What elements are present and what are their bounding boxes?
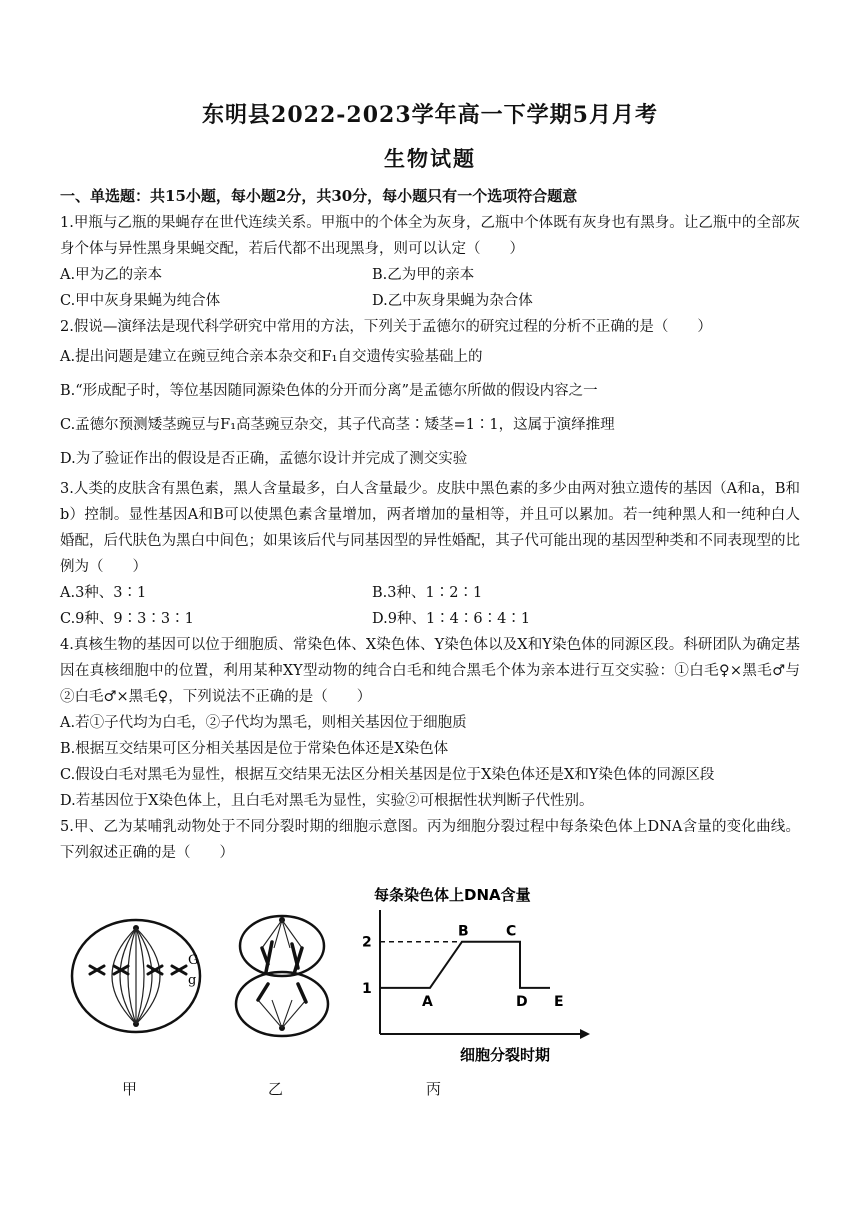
- caption-bing: 丙: [426, 1080, 442, 1098]
- caption-yi: 乙: [268, 1080, 284, 1098]
- option-row: [60, 606, 800, 632]
- option-a: A.提出问题是建立在豌豆纯合亲本杂交和F₁自交遗传实验基础上的: [60, 349, 483, 365]
- question-stem: 1.甲瓶与乙瓶的果蝇存在世代连续关系。甲瓶中的个体全为灰身，乙瓶中个体既有灰身也有黑身。让乙瓶中的全部灰身个体与异性黑身果蝇交配，若后代都不出现黑身，则可以认定（ ）: [60, 215, 800, 257]
- chromosomes: [90, 966, 186, 974]
- question-stem: 4.真核生物的基因可以位于细胞质、常染色体、X染色体、Y染色体以及X和Y染色体的同源区段。科研团队为确定基因在真核细胞中的位置，利用某种XY型动物的纯合白毛和纯合黑毛个体为亲本进行互交实验：①白毛♀×黑毛♂与 ②白毛♂×黑毛♀，下列说法不正确的是（ ）: [60, 637, 815, 705]
- option-row: [60, 262, 800, 288]
- option-c: C.甲中灰身果蝇为纯合体: [60, 293, 221, 309]
- chart-ylabel: 每条染色体上DNA含量: [374, 886, 531, 904]
- page-title: 东明县2022-2023学年高一下学期5月月考: [202, 102, 658, 128]
- cell-diagram-yi: [228, 912, 338, 1042]
- option-row: [60, 580, 800, 606]
- point-label-c: C: [506, 923, 517, 940]
- dna-content-chart: [350, 874, 610, 1064]
- option-a: A.甲为乙的亲本: [60, 267, 163, 283]
- option-a: A.3种、3∶1: [60, 585, 147, 601]
- option-row: [60, 288, 800, 314]
- option-d: D.乙中灰身果蝇为杂合体: [372, 293, 533, 309]
- point-label-d: D: [516, 993, 528, 1010]
- data-line: [380, 942, 550, 988]
- option-d: D.为了验证作出的假设是否正确，孟德尔设计并完成了测交实验: [60, 451, 468, 467]
- option-b: B.乙为甲的亲本: [372, 267, 475, 283]
- figure-area: [60, 874, 800, 1099]
- option-a: A.若①子代均为白毛，②子代均为黑毛，则相关基因位于细胞质: [60, 715, 467, 731]
- option-b: B.根据互交结果可区分相关基因是位于常染色体还是X染色体: [60, 741, 449, 757]
- ytick-label-1: 1: [362, 980, 372, 997]
- chart-xlabel: 细胞分裂时期: [460, 1046, 551, 1064]
- question-stem: 5.甲、乙为某哺乳动物处于不同分裂时期的细胞示意图。丙为细胞分裂过程中每条染色体上DNA含量的变化曲线。下列叙述正确的是（ ）: [60, 819, 800, 861]
- gene-label-g-lower: g: [188, 973, 197, 988]
- option-b: B.“形成配子时，等位基因随同源染色体的分开而分离”是孟德尔所做的假设内容之一: [60, 383, 598, 399]
- point-label-b: B: [458, 923, 469, 940]
- cell-diagram-jia: [68, 916, 208, 1036]
- gene-label-g-upper: G: [188, 953, 199, 968]
- option-c: C.9种、9∶3∶3∶1: [60, 611, 194, 627]
- x-axis-arrow: [580, 1029, 590, 1039]
- spindle-fibers: [112, 928, 160, 1024]
- section-heading: 一、单选题：共15小题，每小题2分，共30分，每小题只有一个选项符合题意: [60, 187, 578, 205]
- cell-membrane-upper: [240, 916, 324, 976]
- question-stem: 3.人类的皮肤含有黑色素，黑人含量最多，白人含量最少。皮肤中黑色素的多少由两对独立遗传的基因（A和a，B和b）控制。显性基因A和B可以使黑色素含量增加，两者增加的量相等，并且可以累加。若一纯种黑人和一纯种白人婚配，后代肤色为黑白中间色；如果该后代与同基因型的异性婚配，其子代可能出现的基因型种类和不同表现型的比例为（ ）: [60, 481, 800, 575]
- option-b: B.3种、1∶2∶1: [372, 585, 483, 601]
- point-label-e: E: [554, 993, 564, 1010]
- caption-jia: 甲: [122, 1080, 138, 1098]
- option-d: D.若基因位于X染色体上，且白毛对黑毛为显性，实验②可根据性状判断子代性别。: [60, 793, 594, 809]
- option-c: C.假设白毛对黑毛为显性，根据互交结果无法区分相关基因是位于X染色体还是X和Y染色体的同源区段: [60, 767, 715, 783]
- question-stem: 2.假说—演绎法是现代科学研究中常用的方法，下列关于孟德尔的研究过程的分析不正确的是（ ）: [60, 319, 712, 335]
- page-subtitle: 生物试题: [384, 146, 476, 171]
- ytick-label-2: 2: [362, 934, 372, 951]
- point-label-a: A: [422, 993, 433, 1010]
- exam-page: [60, 98, 815, 1099]
- option-d: D.9种、1∶4∶6∶4∶1: [372, 611, 531, 627]
- option-c: C.孟德尔预测矮茎豌豆与F₁高茎豌豆杂交，其子代高茎∶矮茎=1∶1，这属于演绎推理: [60, 417, 615, 433]
